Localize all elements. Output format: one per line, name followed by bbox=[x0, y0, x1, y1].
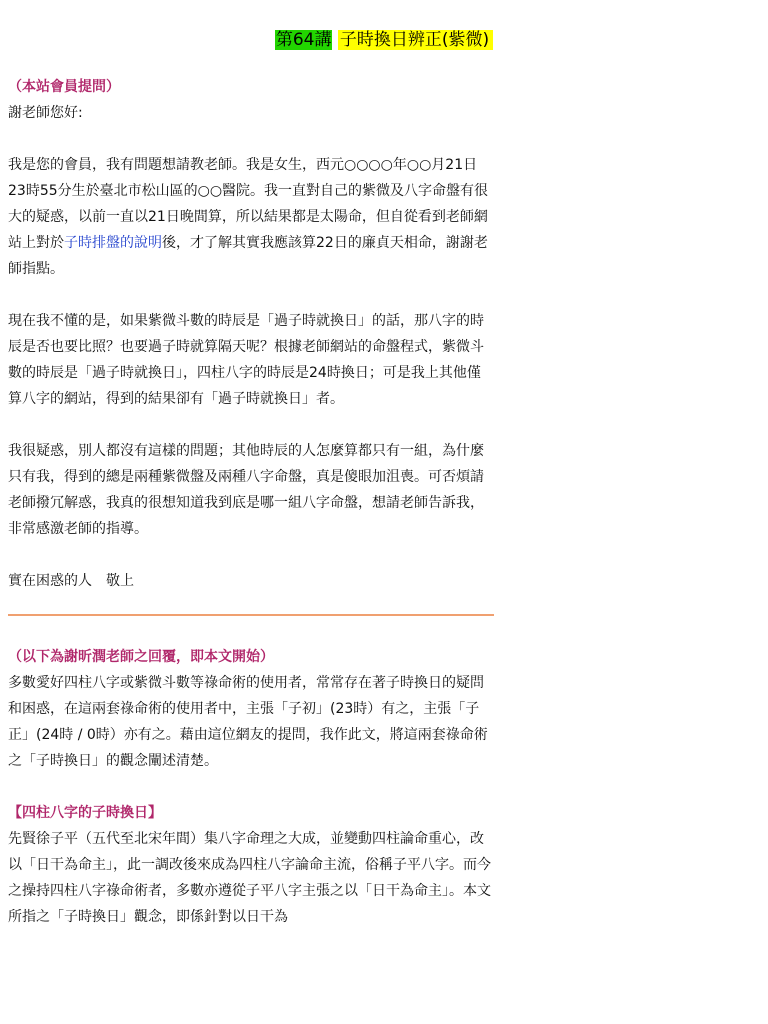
lecture-title: 子時換日辨正(紫微) bbox=[338, 30, 493, 50]
question-label: （本站會員提問） bbox=[8, 79, 120, 95]
article-body bbox=[8, 74, 494, 930]
question-signoff: 實在困惑的人 敬上 bbox=[8, 573, 134, 589]
spacer bbox=[8, 774, 494, 800]
lecture-number: 第64講 bbox=[275, 30, 332, 50]
greeting-text: 謝老師您好: bbox=[8, 105, 83, 121]
answer-paragraph-2: 先賢徐子平（五代至北宋年間）集八字命理之大成，並變動四柱論命重心，改以「日干為命主」，此一調改後來成為四柱八字論命主流，俗稱子平八字。而今之操持四柱八字祿命術者，多數亦遵從子平八字主張之以「日干為命主」。本文所指之「子時換日」觀念，即係針對以日干為 bbox=[8, 831, 491, 925]
question-paragraph-2: 現在我不懂的是，如果紫微斗數的時辰是「過子時就換日」的話，那八字的時辰是否也要比照？也要過子時就算隔天呢？根據老師網站的命盤程式，紫微斗數的時辰是「過子時就換日」，四柱八字的時辰是24時換日；可是我上其他僅算八字的網站，得到的結果卻有「過子時就換日」者。 bbox=[8, 313, 484, 407]
question-paragraph-1 bbox=[8, 152, 494, 282]
spacer bbox=[8, 282, 494, 308]
section-divider bbox=[8, 614, 494, 616]
answer-paragraph-1: 多數愛好四柱八字或紫微斗數等祿命術的使用者，常常存在著子時換日的疑問和困惑，在這兩套祿命術的使用者中，主張「子初」(23時）有之，主張「子正」(24時 / 0時）亦有之。藉由這位網友的提問，我作此文，將這兩套祿命術之「子時換日」的觀念闡述清楚。 bbox=[8, 675, 488, 769]
spacer bbox=[8, 542, 494, 568]
bazi-section-heading: 【四柱八字的子時換日】 bbox=[8, 805, 162, 821]
question-paragraph-1-text: 我是您的會員，我有問題想請教老師。我是女生，西元○○○○年○○月21日23時55分生於臺北市松山區的○○醫院。我一直對自己的紫微及八字命盤有很大的疑惑，以前一直以21日晚間算，所以結果都是太陽命，但自從看到老師網站上對於 bbox=[8, 157, 489, 251]
spacer bbox=[8, 126, 494, 152]
question-paragraph-3: 我很疑惑，別人都沒有這樣的問題；其他時辰的人怎麼算都只有一組，為什麼只有我，得到的總是兩種紫微盤及兩種八字命盤，真是傻眼加沮喪。可否煩請老師撥冗解惑，我真的很想知道我到底是哪一組八字命盤，想請老師告訴我，非常感激老師的指導。 bbox=[8, 443, 484, 537]
article-title bbox=[0, 28, 768, 52]
question-paragraph-1-tail: 後，才了解其實我應該算22日的廉貞天相命，謝謝老師指點。 bbox=[8, 235, 488, 277]
spacer bbox=[8, 412, 494, 438]
zi-hour-chart-link[interactable]: 子時排盤的說明 bbox=[64, 235, 162, 251]
answer-label: （以下為謝昕潤老師之回覆，即本文開始） bbox=[8, 649, 274, 665]
